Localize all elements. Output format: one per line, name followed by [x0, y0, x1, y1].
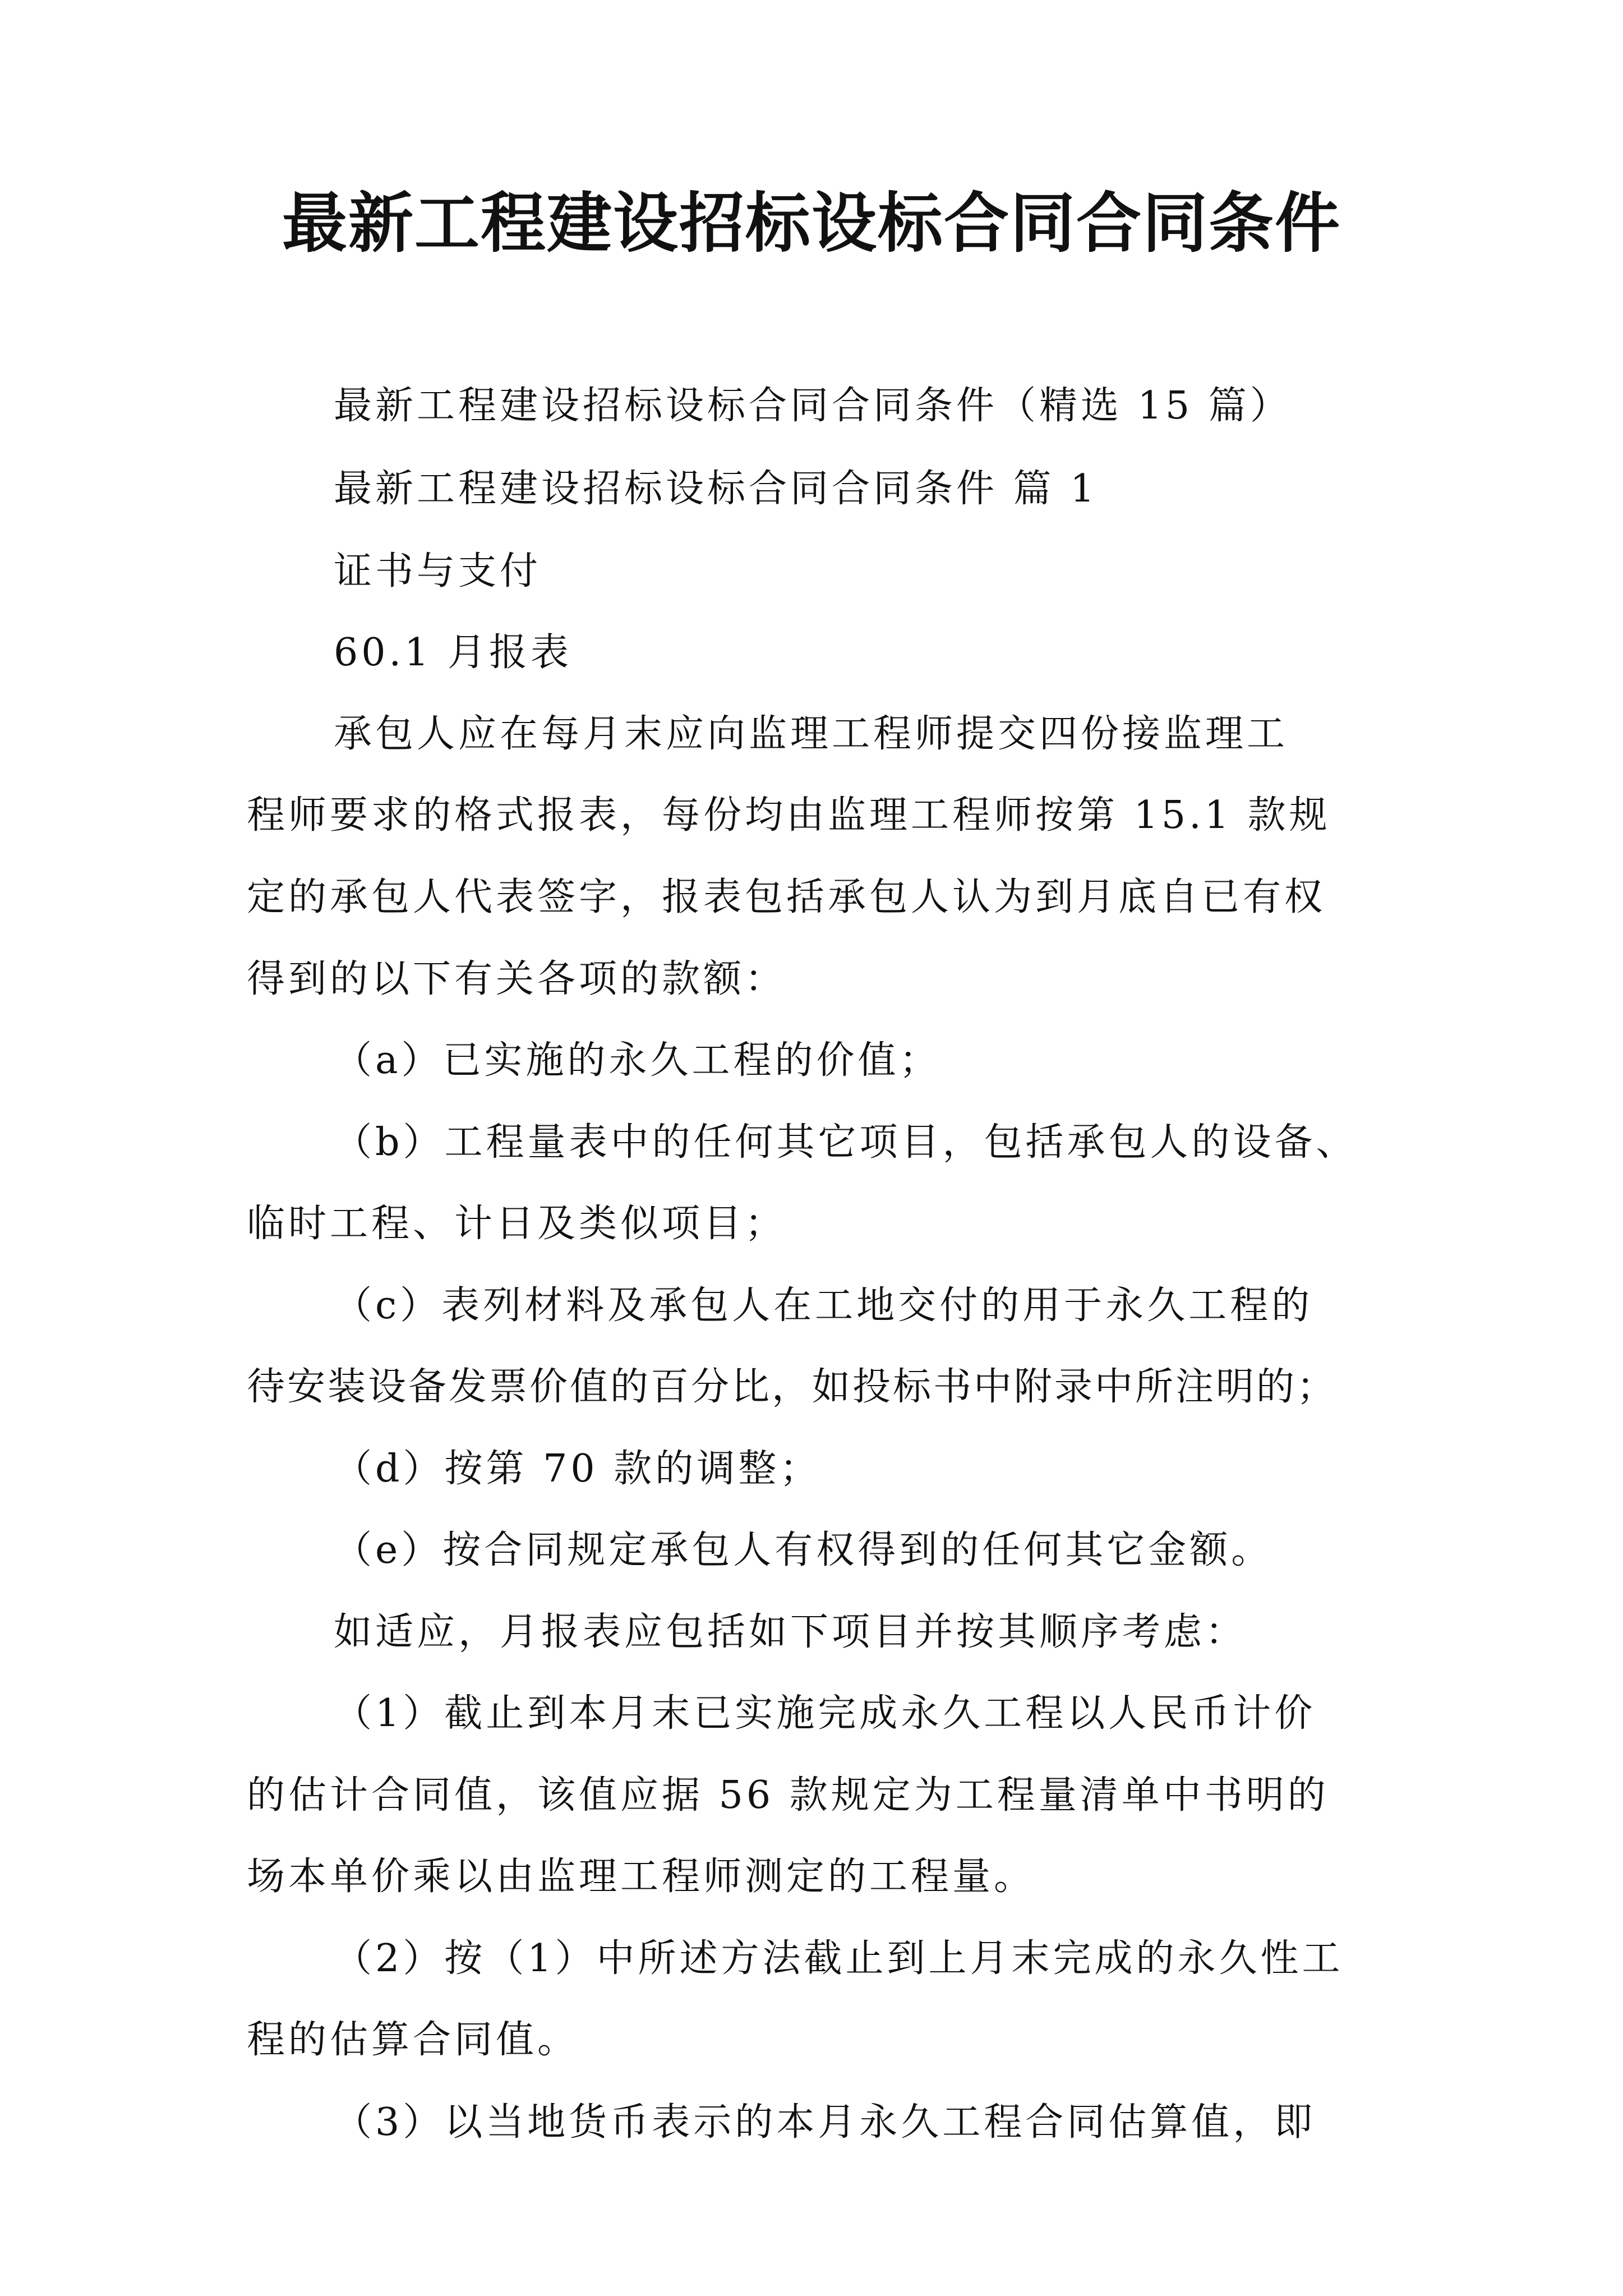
paragraph-line: 如适应，月报表应包括如下项目并按其顺序考虑：	[334, 1610, 1247, 1654]
list-item: （d）按第 70 款的调整；	[334, 1447, 822, 1491]
list-item: （b）工程量表中的任何其它项目，包括承包人的设备、	[334, 1120, 1358, 1165]
list-item-continuation: 场本单价乘以由监理工程师测定的工程量。	[247, 1855, 1036, 1899]
paragraph-line: 得到的以下有关各项的款额：	[247, 957, 787, 1001]
list-item: （1）截止到本月末已实施完成永久工程以人民币计价	[334, 1691, 1316, 1736]
list-item: （a）已实施的永久工程的价值；	[334, 1038, 941, 1083]
document-title: 最新工程建设招标设标合同合同条件	[282, 185, 1341, 261]
list-item-continuation: 待安装设备发票价值的百分比，如投标书中附录中所注明的；	[247, 1365, 1338, 1409]
list-item: （2）按（1）中所述方法截止到上月末完成的永久性工	[334, 1936, 1344, 1981]
list-item-continuation: 临时工程、计日及类似项目；	[247, 1202, 787, 1246]
list-item: （c）表列材料及承包人在工地交付的用于永久工程的	[334, 1283, 1313, 1328]
paragraph-line: 承包人应在每月末应向监理工程师提交四份接监理工	[334, 712, 1289, 756]
section-heading: 最新工程建设招标设标合同合同条件 篇 1	[334, 467, 1098, 511]
chapter-heading: 证书与支付	[334, 549, 542, 593]
paragraph-line: 定的承包人代表签字，报表包括承包人认为到月底自已有权	[247, 875, 1326, 919]
list-item-continuation: 程的估算合同值。	[247, 2018, 579, 2062]
clause-heading: 60.1 月报表	[334, 631, 573, 675]
list-item-continuation: 的估计合同值，该值应据 56 款规定为工程量清单中书明的	[247, 1773, 1329, 1818]
list-item: （3）以当地货币表示的本月永久工程合同估算值，即	[334, 2100, 1316, 2145]
subtitle-line: 最新工程建设招标设标合同合同条件（精选 15 篇）	[334, 384, 1292, 428]
paragraph-line: 程师要求的格式报表，每份均由监理工程师按第 15.1 款规	[247, 793, 1331, 838]
list-item: （e）按合同规定承包人有权得到的任何其它金额。	[334, 1528, 1273, 1572]
